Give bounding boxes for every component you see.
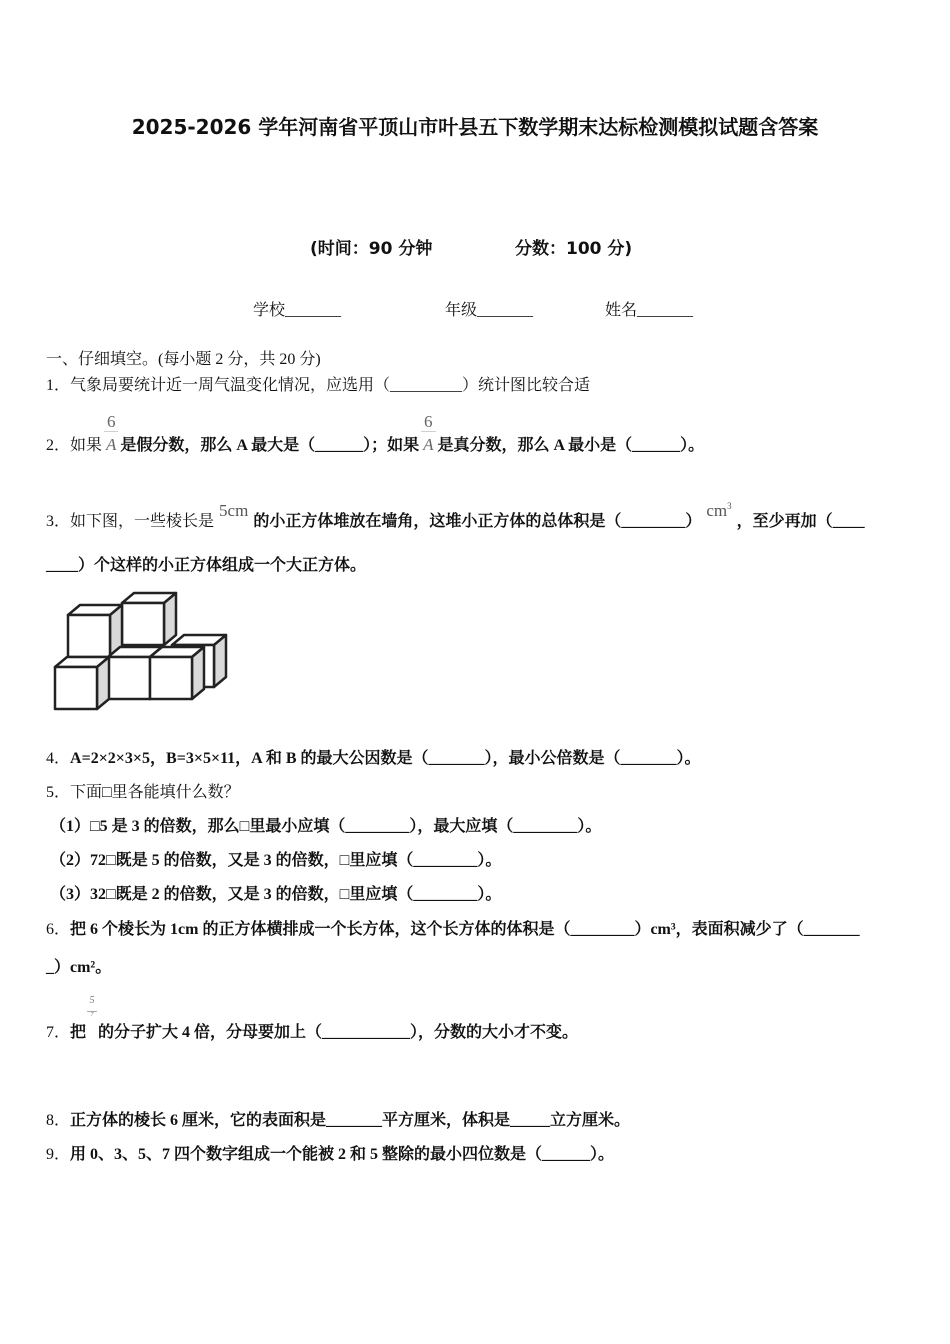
exam-title: 2025-2026 学年河南省平顶山市叶县五下数学期末达标检测模拟试题含答案 (131, 115, 819, 139)
question-4 (46, 749, 701, 769)
question-text: 用 0、3、5、7 四个数字组成一个能被 2 和 5 整除的最小四位数是（______）。 (70, 1146, 615, 1163)
fraction (87, 995, 97, 1037)
question-number: 8． (46, 1112, 71, 1129)
question-number: 1． (46, 377, 71, 394)
fraction-numerator: 5 (89, 995, 95, 1006)
question-text: 的小正方体堆放在墙角，这堆小正方体的总体积是（________） (253, 513, 702, 530)
question-6 (46, 920, 860, 940)
question-5 (46, 783, 240, 803)
cube-side-face (214, 635, 226, 687)
volume-unit-exponent: 3 (727, 501, 732, 511)
cube (55, 657, 109, 709)
question-5-part-3: （3）32□既是 2 的倍数，又是 3 的倍数，□里应填（________）。 (50, 886, 502, 903)
volume-unit (706, 501, 731, 520)
question-3-continued: ____）个这样的小正方体组成一个大正方体。 (46, 557, 367, 574)
question-text: 把 6 个棱长为 1cm 的正方体横排成一个长方体，这个长方体的体积是（________）cm³，表面积减少了（_______ (70, 921, 860, 938)
question-text: 是真分数，那么 A 最小是（______）。 (437, 437, 705, 454)
cube-front-face (108, 657, 150, 699)
question-text: A=2×2×3×5，B=3×5×11，A 和 B 的最大公因数是（_______），最小公倍数是（_______）。 (70, 750, 701, 767)
question-9 (46, 1145, 614, 1165)
question-text: 下面□里各能填什么数？ (70, 784, 240, 801)
cube-front-face (68, 615, 110, 657)
question-number: 7． (46, 1024, 71, 1041)
question-number: 6． (46, 921, 71, 938)
question-number: 4． (46, 750, 71, 767)
question-3 (46, 501, 865, 532)
question-text: 把 (70, 1024, 87, 1041)
question-7 (46, 995, 579, 1043)
cube (150, 647, 204, 699)
question-text: 的分子扩大 4 倍，分母要加上（___________），分数的大小才不变。 (98, 1024, 579, 1041)
question-text: 正方体的棱长 6 厘米，它的表面积是_______平方厘米，体积是_____立方厘米。 (70, 1112, 631, 1129)
question-text: ，至少再加（____ (736, 513, 865, 530)
fraction-numerator: 6 (104, 413, 118, 432)
question-1 (46, 376, 590, 396)
grade-field: 年级_______ (445, 302, 534, 319)
fraction-numerator: 6 (421, 413, 435, 432)
cube (68, 605, 122, 657)
school-field: 学校_______ (253, 302, 342, 319)
fraction-denominator: A (106, 435, 117, 454)
volume-unit-base: cm (706, 501, 728, 520)
exam-score: 分数：100 分) (515, 239, 633, 259)
question-5-part-2: （2）72□既是 5 的倍数，又是 3 的倍数，□里应填（________）。 (50, 852, 502, 869)
fraction (423, 412, 434, 455)
cube-side-face (192, 647, 204, 699)
cube-side-face (164, 593, 176, 645)
cube-front-face (150, 657, 192, 699)
cube-front-face (55, 667, 97, 709)
question-text: 如下图，一些棱长是 (70, 513, 215, 530)
fraction-denominator: A (423, 435, 434, 454)
question-6-continued: _）cm²。 (46, 959, 112, 976)
cube-stack-figure (50, 588, 230, 714)
edge-length-unit: 5cm (219, 501, 249, 520)
question-number: 9． (46, 1146, 71, 1163)
question-5-part-1: （1）□5 是 3 的倍数，那么□里最小应填（________），最大应填（________）。 (50, 818, 602, 835)
question-text: 如果 (70, 437, 103, 454)
question-number: 2． (46, 437, 71, 454)
question-8 (46, 1111, 630, 1131)
question-number: 3． (46, 513, 71, 530)
section-heading: 一、仔细填空。(每小题 2 分，共 20 分) (46, 351, 321, 368)
question-2 (46, 412, 705, 456)
fraction-denominator: 7 (87, 1011, 97, 1019)
name-field: 姓名_______ (605, 302, 694, 319)
fraction (106, 412, 117, 455)
question-number: 5． (46, 784, 71, 801)
question-text: 是假分数，那么 A 最大是（______）；如果 (120, 437, 420, 454)
cube-front-face (122, 603, 164, 645)
cube-side-face (97, 657, 109, 709)
cube (122, 593, 176, 645)
question-text: 气象局要统计近一周气温变化情况，应选用（_________）统计图比较合适 (70, 377, 591, 394)
exam-time: (时间：90 分钟 (310, 239, 433, 259)
